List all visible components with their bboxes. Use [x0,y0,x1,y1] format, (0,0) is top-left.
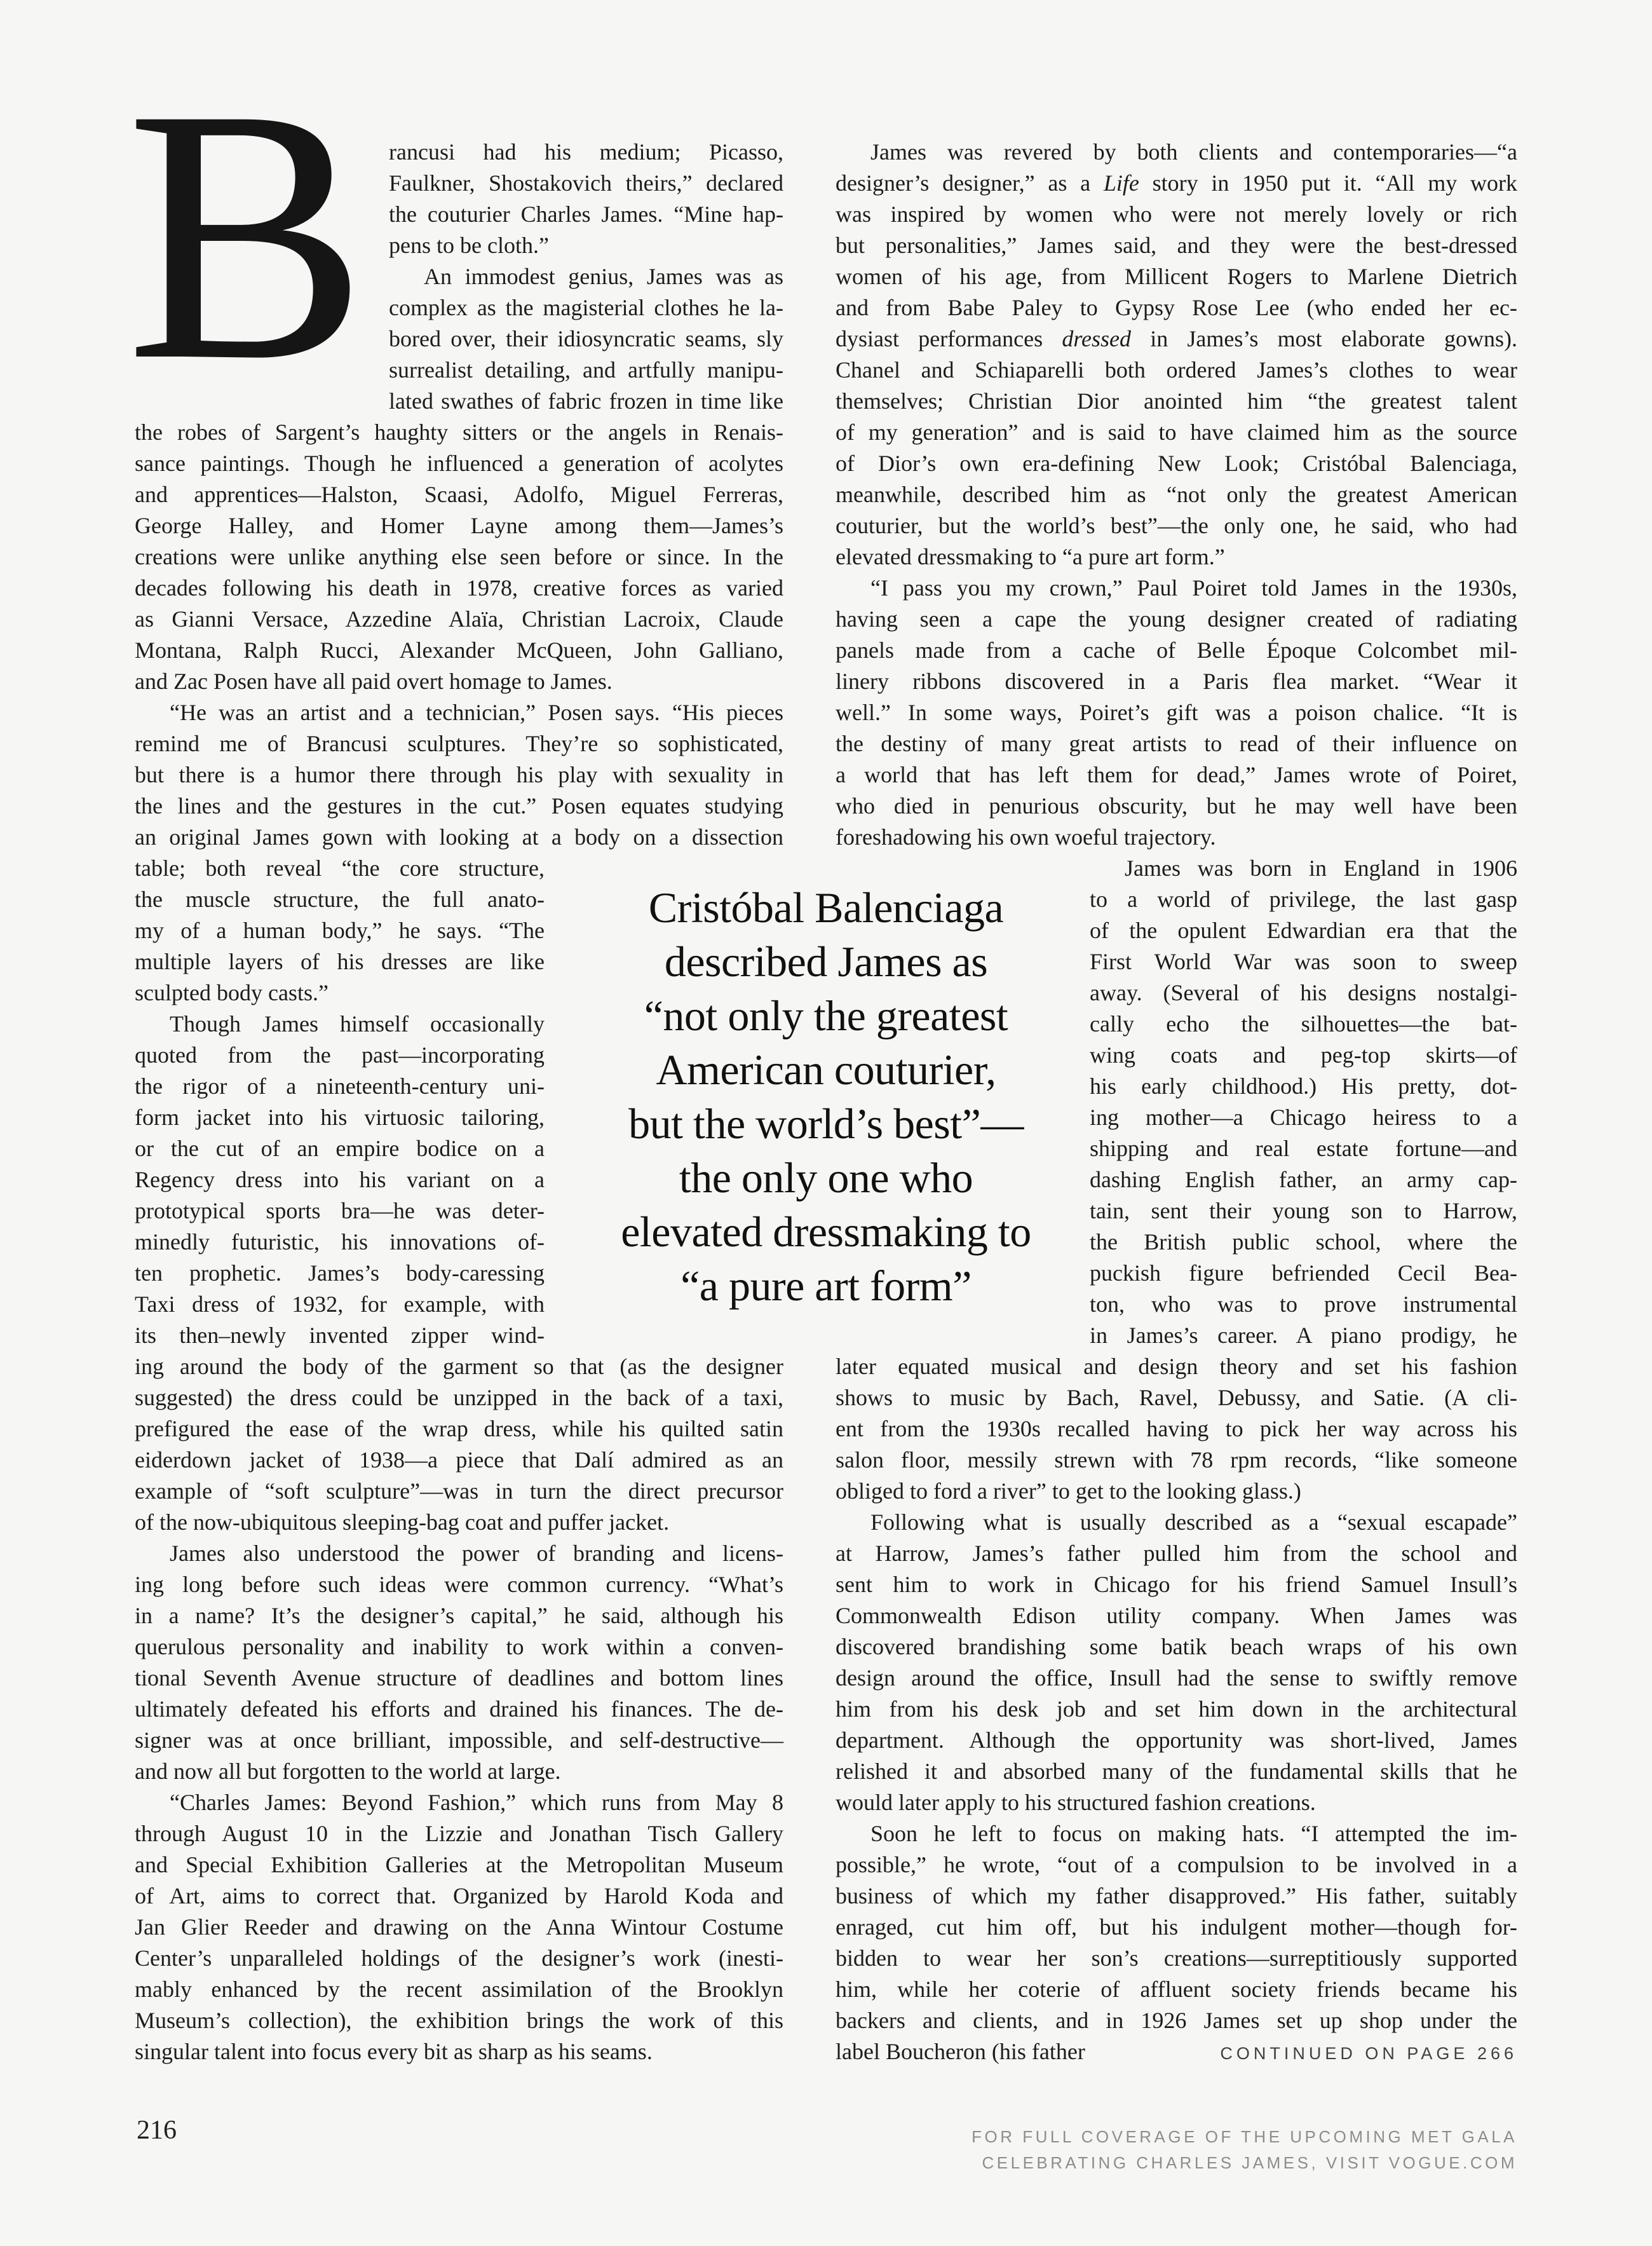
text-line: of the opulent Edwardian era that the [1090,918,1517,943]
text-line: backers and clients, and in 1926 James set up shop under the [836,2008,1517,2033]
text-line: minedly futuristic, his innovations of- [135,1229,545,1255]
text-line: of Art, aims to correct that. Organized by Harold Koda and [135,1883,783,1909]
text-line: remind me of Brancusi sculptures. They’re so sophisticated, [135,731,783,756]
text-line: an original James gown with looking at a body on a dissection [135,824,783,850]
text-line: at Harrow, James’s father pulled him from the school and [836,1541,1517,1566]
text-line: shipping and real estate fortune—and [1090,1136,1517,1161]
text-line: but personalities,” James said, and they were the best-dressed [836,233,1517,258]
text-line: and Special Exhibition Galleries at the Metropolitan Museum [135,1852,783,1877]
text-line: relished it and absorbed many of the fundamental skills that he [836,1759,1517,1784]
text-line: dashing English father, an army cap- [1090,1167,1517,1192]
footer-note [972,2124,1517,2176]
text-line: Taxi dress of 1932, for example, with [135,1291,545,1317]
text-line: puckish figure befriended Cecil Bea- [1090,1260,1517,1286]
pull-quote-line: but the world’s best”— [628,1099,1024,1148]
text-line: prefigured the ease of the wrap dress, while his quilted satin [135,1416,783,1441]
text-line: ten prophetic. James’s body-caressing [135,1260,545,1286]
text-line: to a world of privilege, the last gasp [1090,887,1517,912]
text-line: discovered brandishing some batik beach wraps of his own [836,1634,1517,1659]
text-line: label Boucheron (his father [836,2039,1085,2064]
drop-cap: B [126,34,368,435]
pull-quote-line: American couturier, [656,1045,996,1094]
text-line: James was revered by both clients and contemporaries—“a [870,139,1517,165]
footer-note-line2: CELEBRATING CHARLES JAMES, VISIT VOGUE.COM [982,2153,1517,2172]
text-line: complex as the magisterial clothes he la- [389,295,783,320]
pull-quote-line: the only one who [679,1154,973,1202]
text-line: and Zac Posen have all paid overt homage to James. [135,669,613,694]
continued-on-page-note: CONTINUED ON PAGE 266 [1220,2044,1517,2063]
text-line: eiderdown jacket of 1938—a piece that Dalí admired as an [135,1447,783,1473]
text-line: form jacket into his virtuosic tailoring, [135,1105,545,1130]
text-line: him from his desk job and set him down in the architectural [836,1696,1517,1722]
text-line: lated swathes of fabric frozen in time like [389,388,783,414]
text-line: in a name? It’s the designer’s capital,” he said, although his [135,1603,783,1628]
text-line: business of which my father disapproved.” His father, suitably [836,1883,1517,1909]
text-line: was inspired by women who were not merely lovely or rich [836,201,1517,227]
text-line: ing around the body of the garment so that (as the designer [135,1354,783,1379]
text-line: the British public school, where the [1090,1229,1517,1255]
text-line: and apprentices—Halston, Scaasi, Adolfo, Miguel Ferreras, [135,482,783,507]
text-line: the destiny of many great artists to read of their influence on [836,731,1517,756]
text-line: George Halley, and Homer Layne among them—James’s [135,513,783,538]
text-line: table; both reveal “the core structure, [135,855,545,881]
text-line: creations were unlike anything else seen before or since. In the [135,544,783,569]
pull-quote-line: Cristóbal Balenciaga [648,883,1004,932]
text-line: prototypical sports bra—he was deter- [135,1198,545,1223]
page-number: 216 [137,2116,177,2145]
text-line: linery ribbons discovered in a Paris flea market. “Wear it [836,669,1517,694]
text-line: its then–newly invented zipper wind- [135,1323,545,1348]
text-line: elevated dressmaking to “a pure art form.” [836,544,1225,569]
text-line: Center’s unparalleled holdings of the designer’s work (inesti- [135,1945,783,1971]
text-line: Museum’s collection), the exhibition brings the work of this [135,2008,783,2033]
text-line: rancusi had his medium; Picasso, [389,139,783,165]
text-line: ultimately defeated his efforts and drained his finances. The de- [135,1696,783,1722]
text-line: ton, who was to prove instrumental [1090,1291,1517,1317]
text-line: “Charles James: Beyond Fashion,” which runs from May 8 [170,1790,783,1815]
text-line: but there is a humor there through his play with sexuality in [135,762,783,787]
text-line: design around the office, Insull had the sense to swiftly remove [836,1665,1517,1691]
text-line: sance paintings. Though he influenced a generation of acolytes [135,451,783,476]
pull-quote-line: “a pure art form” [680,1262,972,1310]
text-line: Commonwealth Edison utility company. When James was [836,1603,1517,1628]
text-line: ing mother—a Chicago heiress to a [1090,1105,1517,1130]
text-line: enraged, cut him off, but his indulgent mother—though for- [836,1914,1517,1940]
text-line: his early childhood.) His pretty, dot- [1090,1073,1517,1099]
text-line: the couturier Charles James. “Mine hap- [389,201,783,227]
text-line: surrealist detailing, and artfully manipu- [389,357,783,383]
text-line: well.” In some ways, Poiret’s gift was a poison chalice. “It is [836,700,1517,725]
text-line [836,2036,1517,2067]
text-line: Chanel and Schiaparelli both ordered James’s clothes to wear [836,357,1517,383]
text-line: and from Babe Paley to Gypsy Rose Lee (who ended her ec- [836,295,1517,320]
text-line: bored over, their idiosyncratic seams, sly [389,326,783,351]
text-line: or the cut of an empire bodice on a [135,1136,545,1161]
text-line: foreshadowing his own woeful trajectory. [836,824,1216,850]
text-line: shows to music by Bach, Ravel, Debussy, and Satie. (A cli- [836,1385,1517,1410]
text-line: away. (Several of his designs nostalgi- [1090,980,1517,1005]
text-line: obliged to ford a river” to get to the looking glass.) [836,1478,1301,1504]
text-line: tain, sent their young son to Harrow, [1090,1198,1517,1223]
text-line: would later apply to his structured fashion creations. [836,1790,1316,1815]
pull-quote-line: described James as [664,937,988,986]
text-line: the robes of Sargent’s haughty sitters or the angels in Renais- [135,419,783,445]
text-line: James was born in England in 1906 [1125,855,1517,881]
text-line: through August 10 in the Lizzie and Jonathan Tisch Gallery [135,1821,783,1846]
text-line: in James’s career. A piano prodigy, he [1090,1323,1517,1348]
text-line: sculpted body casts.” [135,980,328,1005]
text-line: the lines and the gestures in the cut.” Posen equates studying [135,793,783,819]
text-line: multiple layers of his dresses are like [135,949,545,974]
text-line: the rigor of a nineteenth-century uni- [135,1073,545,1099]
text-line: Though James himself occasionally [170,1011,545,1037]
text-line: “I pass you my crown,” Paul Poiret told James in the 1930s, [870,575,1517,601]
text-line: salon floor, messily strewn with 78 rpm records, “like someone [836,1447,1517,1473]
text-line: Soon he left to focus on making hats. “I attempted the im- [870,1821,1517,1846]
text-line: ent from the 1930s recalled having to pick her way across his [836,1416,1517,1441]
text-line: tional Seventh Avenue structure of deadlines and bottom lines [135,1665,783,1691]
pull-quote [565,881,1087,1313]
text-line: Regency dress into his variant on a [135,1167,545,1192]
text-line: meanwhile, described him as “not only the greatest American [836,482,1517,507]
text-line: later equated musical and design theory and set his fashion [836,1354,1517,1379]
text-line: querulous personality and inability to work within a conven- [135,1634,783,1659]
text-line: who died in penurious obscurity, but he may well have been [836,793,1517,819]
text-line: of my generation” and is said to have claimed him as the source [836,419,1517,445]
text-line: example of “soft sculpture”—was in turn the direct precursor [135,1478,783,1504]
text-line: signer was at once brilliant, impossible, and self-destructive— [135,1727,783,1753]
text-line: pens to be cloth.” [389,233,549,258]
text-line: “He was an artist and a technician,” Posen says. “His pieces [170,700,783,725]
footer-note-line1: FOR FULL COVERAGE OF THE UPCOMING MET GALA [972,2127,1517,2146]
text-line: department. Although the opportunity was short-lived, James [836,1727,1517,1753]
text-line: suggested) the dress could be unzipped in the back of a taxi, [135,1385,783,1410]
text-line: Faulkner, Shostakovich theirs,” declared [389,170,783,196]
text-line: Following what is usually described as a “sexual escapade” [870,1509,1517,1535]
text-line: themselves; Christian Dior anointed him “the greatest talent [836,388,1517,414]
text-line: bidden to wear her son’s creations—surreptitiously supported [836,1945,1517,1971]
text-line: Montana, Ralph Rucci, Alexander McQueen, John Galliano, [135,637,783,663]
text-line: of the now-ubiquitous sleeping-bag coat and puffer jacket. [135,1509,670,1535]
text-line: designer’s designer,” as a Life story in 1950 put it. “All my work [836,170,1517,196]
text-line: and now all but forgotten to the world at large. [135,1759,561,1784]
text-line: cally echo the silhouettes—the bat- [1090,1011,1517,1037]
text-line: An immodest genius, James was as [424,264,783,289]
text-line: quoted from the past—incorporating [135,1042,545,1068]
text-line: decades following his death in 1978, creative forces as varied [135,575,783,601]
pull-quote-line: “not only the greatest [644,991,1008,1040]
text-line: mably enhanced by the recent assimilation of the Brooklyn [135,1977,783,2002]
text-line: panels made from a cache of Belle Époque Colcombet mil- [836,637,1517,663]
text-line: women of his age, from Millicent Rogers to Marlene Dietrich [836,264,1517,289]
text-line: having seen a cape the young designer created of radiating [836,606,1517,632]
text-line: my of a human body,” he says. “The [135,918,545,943]
text-line: sent him to work in Chicago for his friend Samuel Insull’s [836,1572,1517,1597]
text-line: First World War was soon to sweep [1090,949,1517,974]
text-line: wing coats and peg-top skirts—of [1090,1042,1517,1068]
text-line: of Dior’s own era-defining New Look; Cristóbal Balenciaga, [836,451,1517,476]
text-line: couturier, but the world’s best”—the only one, he said, who had [836,513,1517,538]
text-line: as Gianni Versace, Azzedine Alaïa, Christian Lacroix, Claude [135,606,783,632]
text-line: a world that has left them for dead,” James wrote of Poiret, [836,762,1517,787]
text-line: ing long before such ideas were common currency. “What’s [135,1572,783,1597]
text-line: dysiast performances dressed in James’s most elaborate gowns). [836,326,1517,351]
text-line: James also understood the power of branding and licens- [170,1541,783,1566]
text-line: possible,” he wrote, “out of a compulsion to be involved in a [836,1852,1517,1877]
text-line: the muscle structure, the full anato- [135,887,545,912]
text-line: Jan Glier Reeder and drawing on the Anna Wintour Costume [135,1914,783,1940]
text-line: singular talent into focus every bit as sharp as his seams. [135,2039,653,2064]
text-line: him, while her coterie of affluent society friends became his [836,1977,1517,2002]
pull-quote-line: elevated dressmaking to [621,1208,1031,1256]
